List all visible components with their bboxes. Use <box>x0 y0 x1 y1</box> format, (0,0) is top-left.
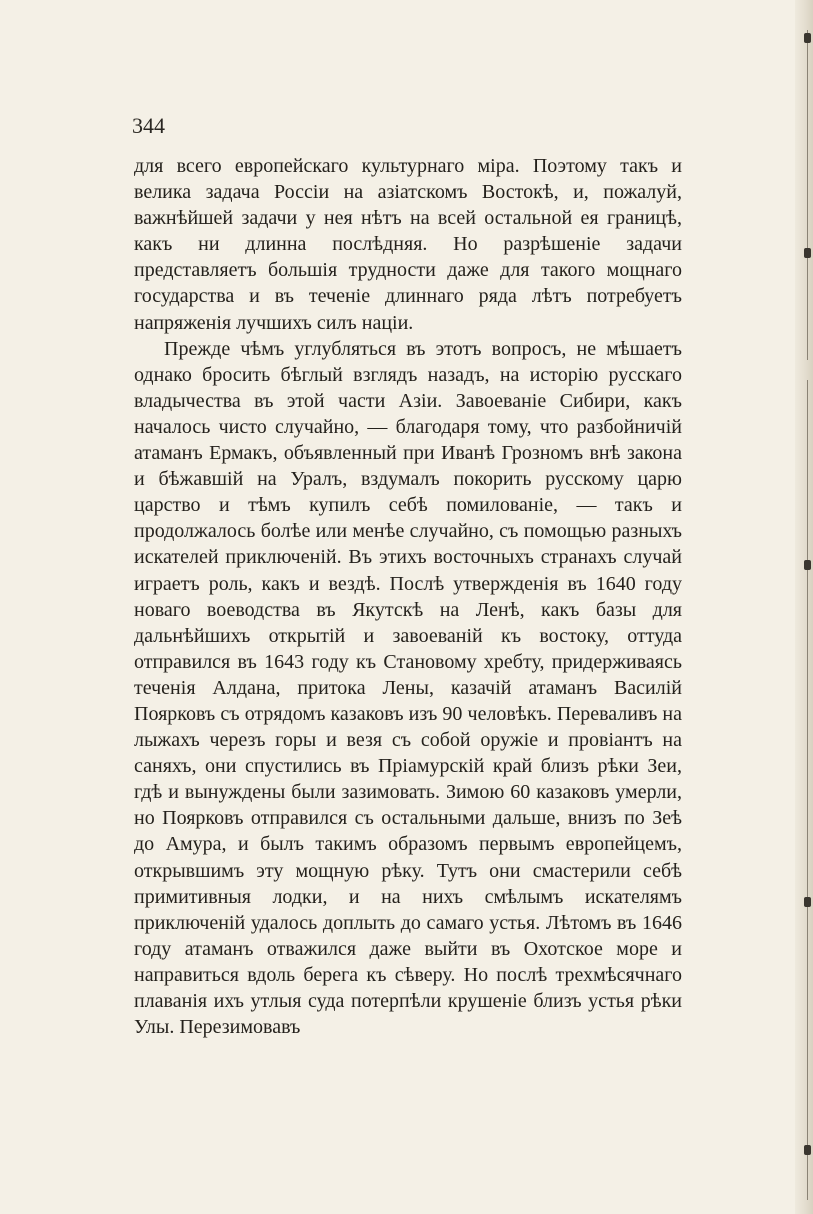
page-number: 344 <box>132 113 165 138</box>
binding-mark <box>804 248 811 258</box>
binding-mark <box>804 33 811 43</box>
page-edge-line <box>807 380 808 1200</box>
binding-mark <box>804 560 811 570</box>
paragraph: Прежде чѣмъ углубляться въ этотъ вопросъ, не мѣшаетъ однако бросить бѣглый взглядъ назадъ, на исторію русскаго владычества въ этой части Азіи. Завоеваніе Сибири, какъ началось чисто случайно, — благодаря тому, что разбойничій атаманъ Ермакъ, объявленный при Иванѣ Грозномъ внѣ закона и бѣжавшій на Уралъ, вздумалъ покорить русскому царю царство и тѣмъ купилъ себѣ помилованіе, — такъ и продолжалось болѣе или менѣе случайно, съ помощью разныхъ искателей приключеній. Въ этихъ восточныхъ странахъ случай играетъ роль, какъ и вездѣ. Послѣ утвержденія въ 1640 году новаго воеводства въ Якутскѣ на Ленѣ, какъ базы для дальнѣйшихъ открытій и завоеваній къ востоку, оттуда отправился въ 1643 году къ Становому хребту, придерживаясь теченія Алдана, притока Лены, казачій атаманъ Василій Поярковъ съ отрядомъ казаковъ изъ 90 человѣкъ. Переваливъ на лыжахъ черезъ горы и везя съ собой оружіе и провіантъ на саняхъ, они спустились въ Пріамурскій край близъ рѣки Зеи, гдѣ и вынуждены были зазимовать. Зимою 60 казаковъ умерли, но Поярковъ отправился съ остальными дальше, внизъ по Зеѣ до Амура, и былъ такимъ образомъ первымъ европейцемъ, открывшимъ эту мощную рѣку. Тутъ они смастерили себѣ примитивныя лодки, и на нихъ смѣлымъ искателямъ приключеній удалось доплыть до самаго устья. Лѣтомъ въ 1646 году атаманъ отважился даже выйти въ Охотское море и направиться вдоль берега къ сѣверу. Но послѣ трехмѣсячнаго плаванія ихъ утлыя суда потерпѣли крушеніе близъ устья рѣки Улы. Перезимовавъ <box>134 337 682 1039</box>
binding-mark <box>804 1145 811 1155</box>
binding-mark <box>804 897 811 907</box>
page-edge-line <box>807 30 808 360</box>
page-edge-shadow <box>795 0 813 1214</box>
paragraph: для всего европейскаго культурнаго міра. Поэтому такъ и велика задача Россіи на азіатскомъ Востокѣ, и, пожалуй, важнѣйшей задачи у нея нѣтъ на всей остальной ея границѣ, какъ ни длинна послѣдняя. Но разрѣшеніе задачи представляетъ большія трудности даже для такого мощнаго государства и въ теченіе длиннаго ряда лѣтъ потребуетъ напряженія лучшихъ силъ націи. <box>134 155 682 334</box>
body-text <box>134 153 682 1040</box>
